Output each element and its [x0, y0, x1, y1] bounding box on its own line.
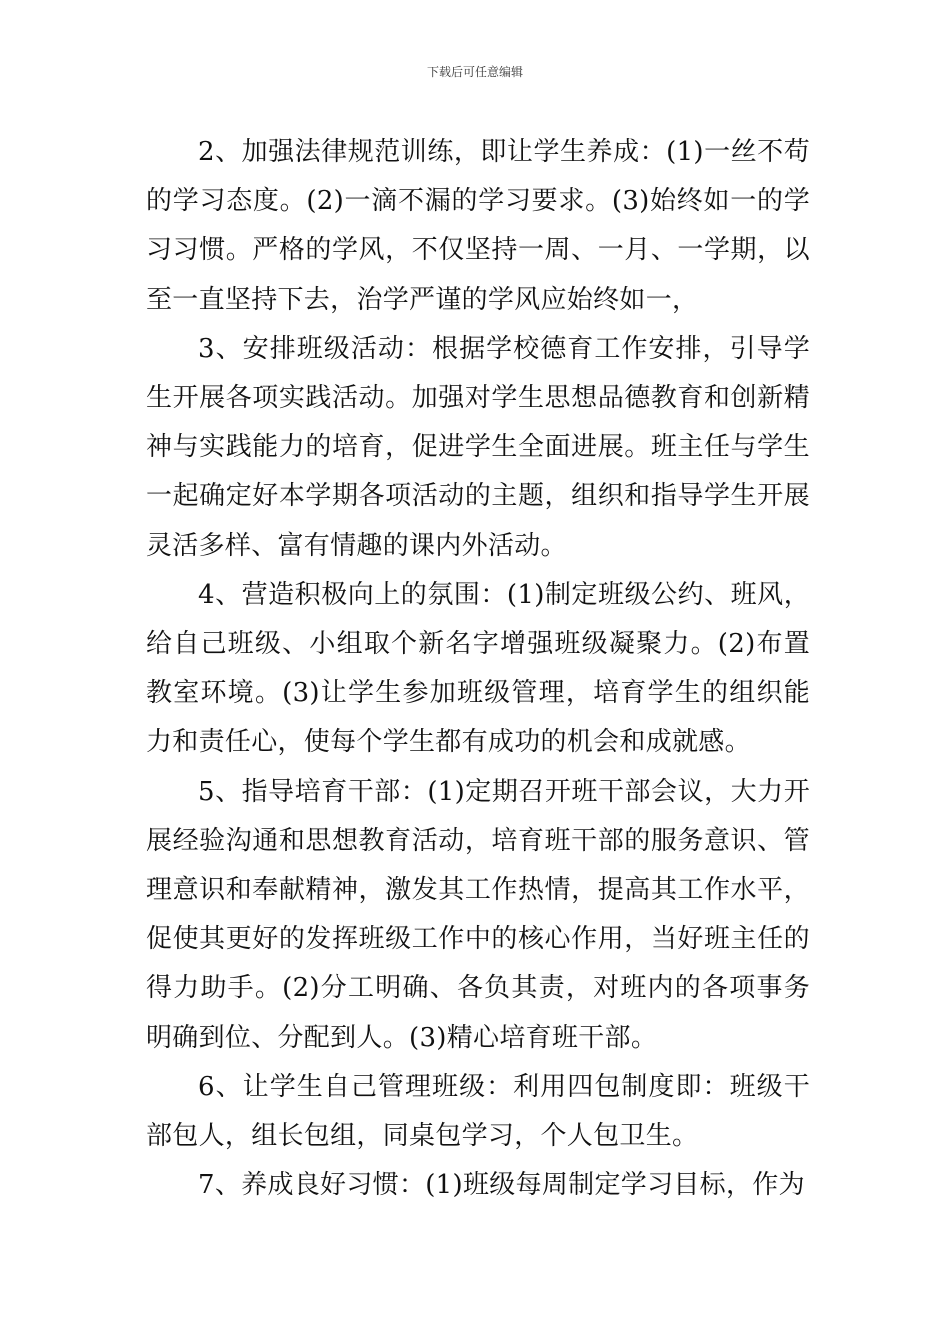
- paragraph-3: 3、安排班级活动：根据学校德育工作安排，引导学生开展各项实践活动。加强对学生思想品德教育和创新精神与实践能力的培育，促进学生全面进展。班主任与学生一起确定好本学期各项活动的主题，组织和指导学生开展灵活多样、富有情趣的课内外活动。: [146, 333, 810, 561]
- document-body: [146, 128, 810, 1210]
- paragraph-4: 4、营造积极向上的氛围：(1)制定班级公约、班风，给自己班级、小组取个新名字增强班级凝聚力。(2)布置教室环境。(3)让学生参加班级管理，培育学生的组织能力和责任心，使每个学生都有成功的机会和成就感。: [146, 579, 810, 758]
- paragraph-6: 6、让学生自己管理班级：利用四包制度即：班级干部包人，组长包组，同桌包学习，个人包卫生。: [146, 1071, 810, 1152]
- paragraph-7: 7、养成良好习惯：(1)班级每周制定学习目标，作为: [198, 1170, 805, 1201]
- paragraph-5: 5、指导培育干部：(1)定期召开班干部会议，大力开展经验沟通和思想教育活动，培育班干部的服务意识、管理意识和奉献精神，激发其工作热情，提高其工作水平，促使其更好的发挥班级工作中的核心作用，当好班主任的得力助手。(2)分工明确、各负其责，对班内的各项事务明确到位、分配到人。(3)精心培育班干部。: [146, 776, 810, 1053]
- page-header: 下载后可任意编辑: [426, 65, 523, 79]
- paragraph-2: 2、加强法律规范训练，即让学生养成：(1)一丝不苟的学习态度。(2)一滴不漏的学习要求。(3)始终如一的学习习惯。严格的学风，不仅坚持一周、一月、一学期，以至一直坚持下去，治学严谨的学风应始终如一，: [146, 137, 810, 315]
